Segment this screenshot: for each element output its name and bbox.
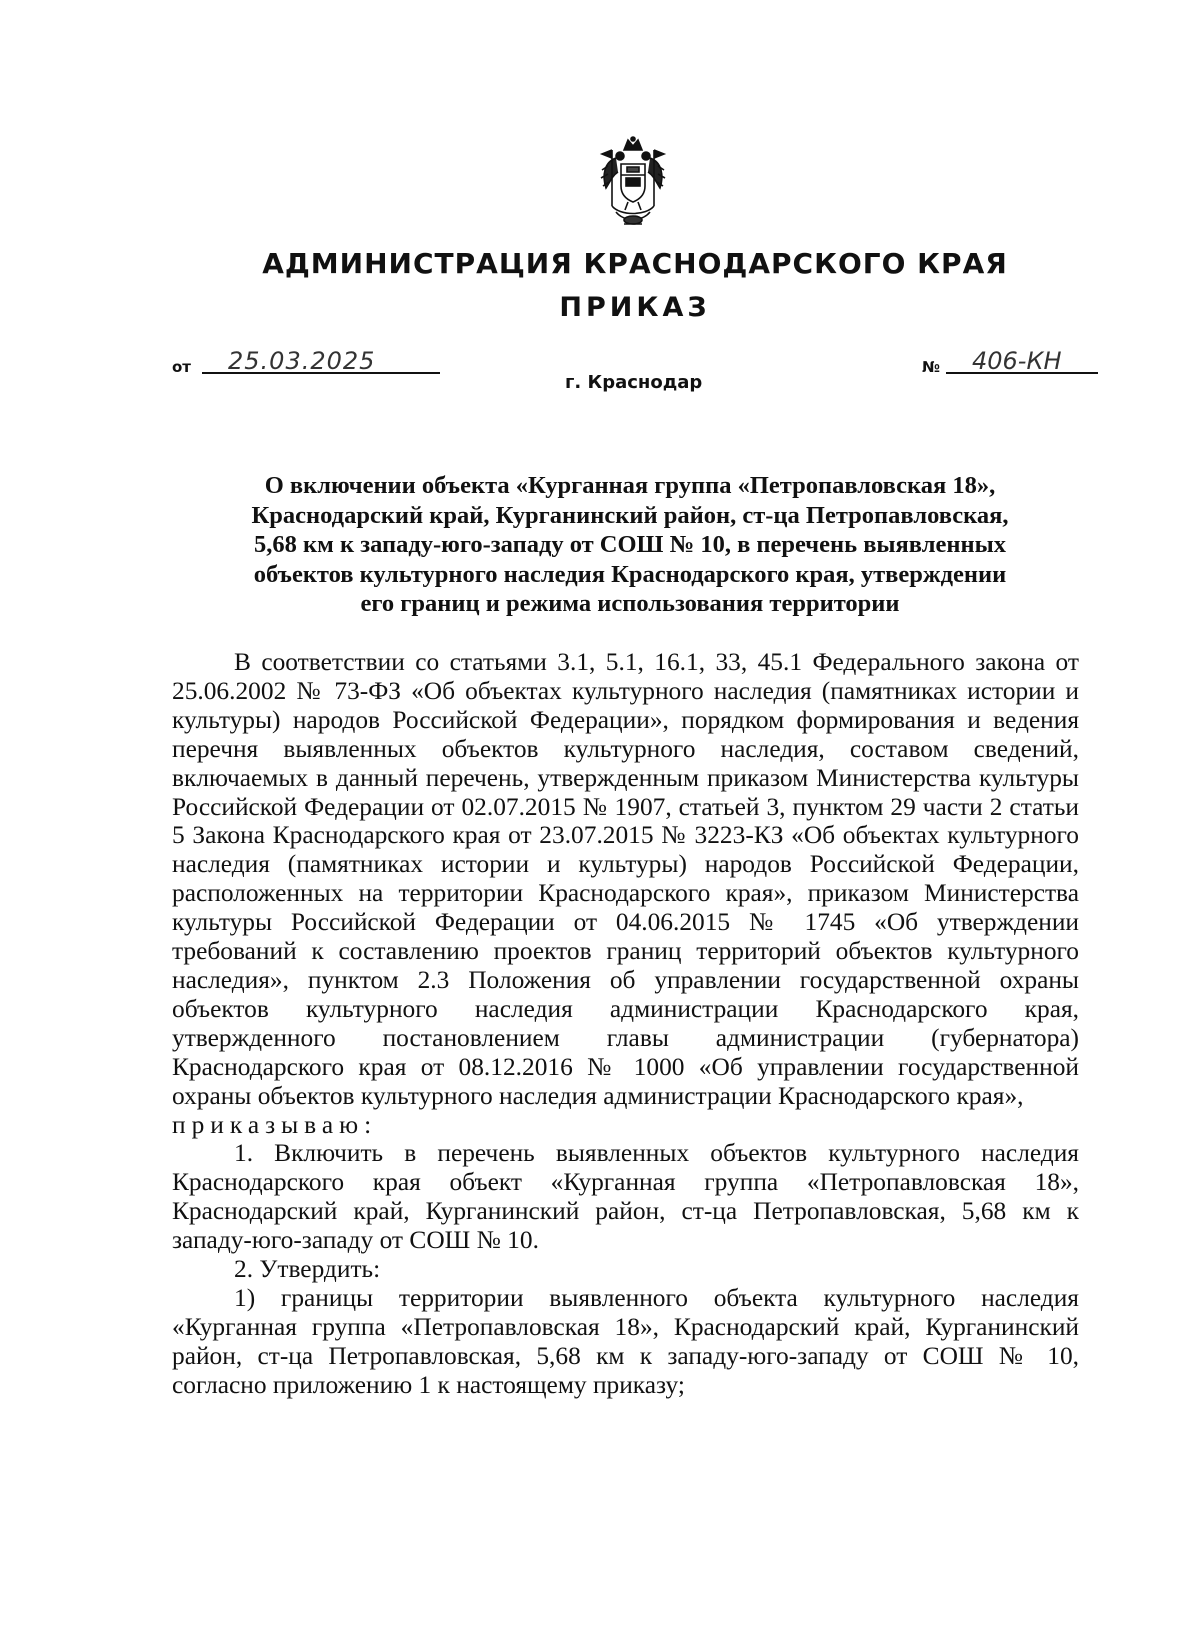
organization-name: АДМИНИСТРАЦИЯ КРАСНОДАРСКОГО КРАЯ xyxy=(262,247,1008,280)
title-line: О включении объекта «Курганная группа «Петропавловская 18», xyxy=(264,472,996,499)
document-title xyxy=(170,471,1090,619)
title-line: 5,68 км к западу-юго-западу от СОШ № 10, в перечень выявленных xyxy=(254,531,1006,558)
item-2-paragraph: 2. Утвердить: xyxy=(234,1255,381,1284)
number-field: 406-КН xyxy=(946,348,1098,374)
document-body xyxy=(172,648,1079,1400)
date-label: от xyxy=(172,358,191,376)
title-line: Краснодарский край, Курганинский район, ст-ца Петропавловская, xyxy=(251,501,1009,529)
order-word xyxy=(172,1111,1079,1140)
coat-of-arms-emblem xyxy=(598,136,668,228)
item-1-paragraph: 1. Включить в перечень выявленных объектов культурного наследия Краснодарского края объект «Курганная группа «Петропавловская 18», Краснодарский край, Курганинский район, ст-ца Петропавловская, 5,68 км к западу-юго-западу от СОШ № 10. xyxy=(172,1139,1079,1255)
city-name: г. Краснодар xyxy=(565,372,703,393)
item-2-1-paragraph: 1) границы территории выявленного объекта культурного наследия «Курганная группа «Петропавловская 18», Краснодарский край, Курганинский район, ст-ца Петропавловская, 5,68 км к западу-юго-западу от СОШ № 10, согласно приложению 1 к настоящему приказу; xyxy=(172,1283,1079,1399)
date-field: 25.03.2025 xyxy=(202,348,440,374)
number-label: № xyxy=(922,358,941,376)
preamble-paragraph: В соответствии со статьями 3.1, 5.1, 16.1, 33, 45.1 Федерального закона от 25.06.2002 № 73-ФЗ «Об объектах культурного наследия (памятниках истории и культуры) народов Российской Федерации», порядком формирования и ведения перечня выявленных объектов культурного наследия, составом сведений, включаемых в данный перечень, утвержденным приказом Министерства культуры Российской Федерации от 02.07.2015 № 1907, статьей 3, пунктом 29 части 2 статьи 5 Закона Краснодарского края от 23.07.2015 № 3223-КЗ «Об объектах культурного наследия (памятниках истории и культуры) народов Российской Федерации, расположенных на территории Краснодарского края», приказом Министерства культуры Российской Федерации от 04.06.2015 № 1745 «Об утверждении требований к составлению проектов границ территорий объектов культурного наследия», пунктом 2.3 Положения об управлении государственной охраны объектов культурного наследия администрации Краснодарского края, утвержденного постановлением главы администрации (губернатора) Краснодарского края от 08.12.2016 № 1000 «Об управлении государственной охраны объектов культурного наследия администрации Краснодарского края», xyxy=(172,648,1079,1110)
title-line: объектов культурного наследия Краснодарского края, утверждении xyxy=(253,560,1007,588)
document-type: ПРИКАЗ xyxy=(559,292,711,323)
title-line: его границ и режима использования территории xyxy=(360,590,900,617)
order-word-text: приказываю: xyxy=(172,1110,378,1139)
